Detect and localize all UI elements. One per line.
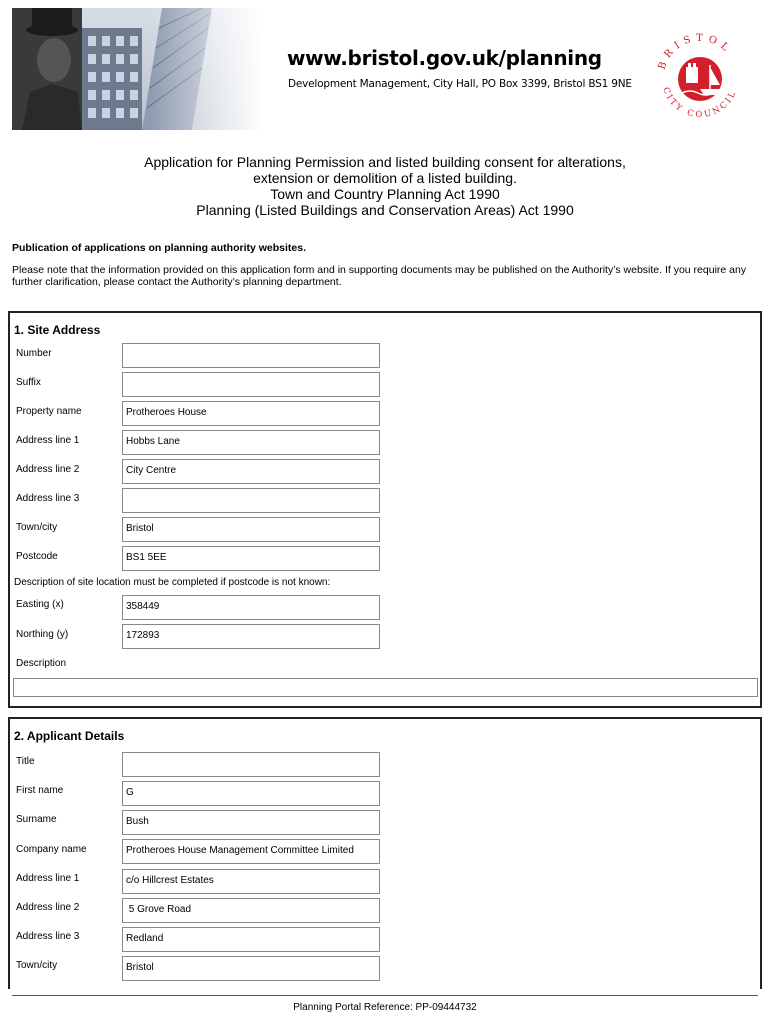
company-name-label: Company name [16, 844, 87, 855]
address-line-1-label: Address line 1 [16, 435, 80, 446]
postcode-field[interactable]: BS1 5EE [122, 546, 380, 571]
title-label: Title [16, 756, 35, 767]
publication-note: Please note that the information provided on this application form and in supporting documents may be published on the Authority’s website. If you require any further clarification, please contact the Authority’s planning department. [12, 264, 747, 288]
title-line: Planning (Listed Buildings and Conservation Areas) Act 1990 [196, 202, 574, 218]
suffix-field[interactable] [122, 372, 380, 397]
applicant-address-line-3-label: Address line 3 [16, 931, 80, 942]
town-city-label: Town/city [16, 522, 58, 533]
applicant-details-section [8, 717, 762, 989]
address-line-2-field[interactable]: City Centre [122, 459, 380, 484]
applicant-address-line-2-field[interactable]: 5 Grove Road [122, 898, 380, 923]
section-title: 1. Site Address [14, 323, 101, 337]
address-line-2-label: Address line 2 [16, 464, 80, 475]
section-title: 2. Applicant Details [14, 729, 125, 743]
svg-text:BRISTOL: BRISTOL [656, 32, 735, 72]
applicant-address-line-1-field[interactable]: c/o Hillcrest Estates [122, 869, 380, 894]
title-line: Town and Country Planning Act 1990 [270, 186, 500, 202]
company-name-field[interactable]: Protheroes House Management Committee Limited [122, 839, 380, 864]
first-name-label: First name [16, 785, 64, 796]
site-address-section [8, 311, 762, 708]
publication-heading: Publication of applications on planning authority websites. [12, 242, 307, 254]
first-name-field[interactable]: G [122, 781, 380, 806]
form-title [40, 154, 730, 218]
location-note: Description of site location must be completed if postcode is not known: [14, 577, 331, 588]
applicant-town-city-field[interactable]: Bristol [122, 956, 380, 981]
title-line: Application for Planning Permission and listed building consent for alterations, [144, 154, 626, 170]
easting-field[interactable]: 358449 [122, 595, 380, 620]
applicant-address-line-3-field[interactable]: Redland [122, 927, 380, 952]
northing-label: Northing (y) [16, 629, 69, 640]
description-label: Description [16, 658, 67, 669]
address-line-3-field[interactable] [122, 488, 380, 513]
surname-field[interactable]: Bush [122, 810, 380, 835]
portal-reference: Planning Portal Reference: PP-09444732 [293, 1002, 477, 1013]
property-name-field[interactable]: Protheroes House [122, 401, 380, 426]
svg-text:CITY COUNCIL: CITY COUNCIL [660, 86, 740, 121]
description-field[interactable] [13, 678, 758, 697]
property-name-label: Property name [16, 406, 82, 417]
bristol-city-council-crest [650, 25, 750, 125]
surname-label: Surname [16, 814, 57, 825]
northing-field[interactable]: 172893 [122, 624, 380, 649]
title-field[interactable] [122, 752, 380, 777]
town-city-field[interactable]: Bristol [122, 517, 380, 542]
postcode-label: Postcode [16, 551, 58, 562]
address-line-3-label: Address line 3 [16, 493, 80, 504]
applicant-address-line-2-label: Address line 2 [16, 902, 80, 913]
office-address: Development Management, City Hall, PO Box 3399, Bristol BS1 9NE [288, 78, 632, 90]
suffix-label: Suffix [16, 377, 41, 388]
applicant-address-line-1-label: Address line 1 [16, 873, 80, 884]
footer-divider [12, 995, 758, 996]
number-field[interactable] [122, 343, 380, 368]
header-photo [12, 8, 264, 130]
applicant-town-city-label: Town/city [16, 960, 58, 971]
title-line: extension or demolition of a listed building. [253, 170, 517, 186]
number-label: Number [16, 348, 52, 359]
easting-label: Easting (x) [16, 599, 64, 610]
site-url[interactable]: www.bristol.gov.uk/planning [287, 46, 602, 70]
address-line-1-field[interactable]: Hobbs Lane [122, 430, 380, 455]
